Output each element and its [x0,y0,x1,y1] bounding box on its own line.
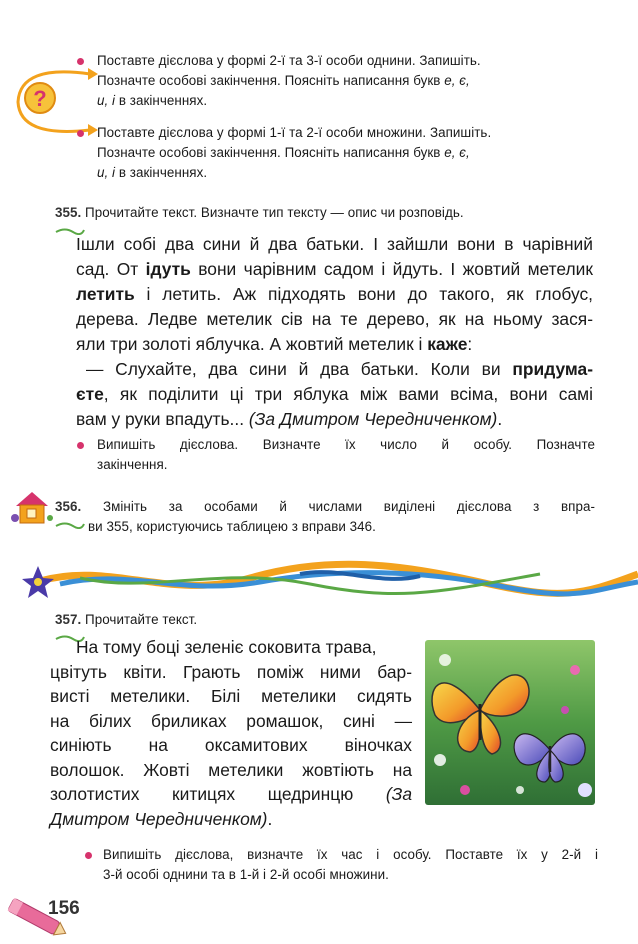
decorative-ribbon [20,556,638,606]
task-top-1: Поставте дієслова у формі 2-ї та 3-ї особи однини. Запишіть. Позначте особові закінчення. Поясніть написання букв е, є, и, і в закінченнях. [97,53,481,108]
bullet-icon [85,852,92,859]
exercise-355-heading: 355. Прочитайте текст. Визначте тип тексту — опис чи розповідь. [55,205,464,220]
exercise-number: 355. [55,205,82,220]
bullet-icon [77,442,84,449]
page-number: 156 [48,898,80,919]
exercise-356: 356. Змініть за особами й числами виділені дієслова з впра- ви 355, користуючись таблицею з вправи 346. [55,499,595,534]
exercise-355-text: Ішли собі два сини й два батьки. І зайшли вони в чарівний сад. От ідуть вони чарівним садом і йдуть. І жовтий метелик летить і летить. Аж підходять вони до такого, як глобус, дерева. Ледве метелик сів на те дерево, як на ньому зася- яли три золоті яблучка. А жовтий метелик і каже: — Слухайте, два сини й два батьки. Коли ви придума- єте, як поділити ці три яблука між вами всіма, вони самі вам у руки впадуть... (За Дмитром Чередниченком). [76,234,593,429]
green-swoosh-icon [55,516,85,534]
task-top-2: Поставте дієслова у формі 1-ї та 2-ї особи множини. Запишіть. Позначте особові закінчення. Поясніть написання букв е, є, и, і в закінченнях. [97,125,492,180]
bullet-icon [77,130,84,137]
exercise-355-task: Випишіть дієслова. Визначте їх число й особу. Позначте закінчення. [97,437,595,472]
exercise-357-task: Випишіть дієслова, визначте їх час і особу. Поставте їх у 2-й і 3-й особі однини та в 1-й і 2-й особі множини. [103,847,598,882]
bullet-icon [77,58,84,65]
svg-text:?: ? [33,86,47,111]
exercise-357-text: На тому боці зеленіє соковита трава, цвітуть квіти. Грають поміж ними бар- висті метелики. Білі метелики сидять на білих бриликах ромашок, сині — синіють на оксамитових віночках волошок. Жовті метелики жовтіють на золотистих китицях щедринцю (За Дмитром Чередниченком). [50,637,412,829]
butterfly-illustration [425,640,595,805]
house-icon [10,488,55,528]
exercise-357-heading: 357. Прочитайте текст. [55,612,198,627]
question-mark-icon [10,60,100,150]
